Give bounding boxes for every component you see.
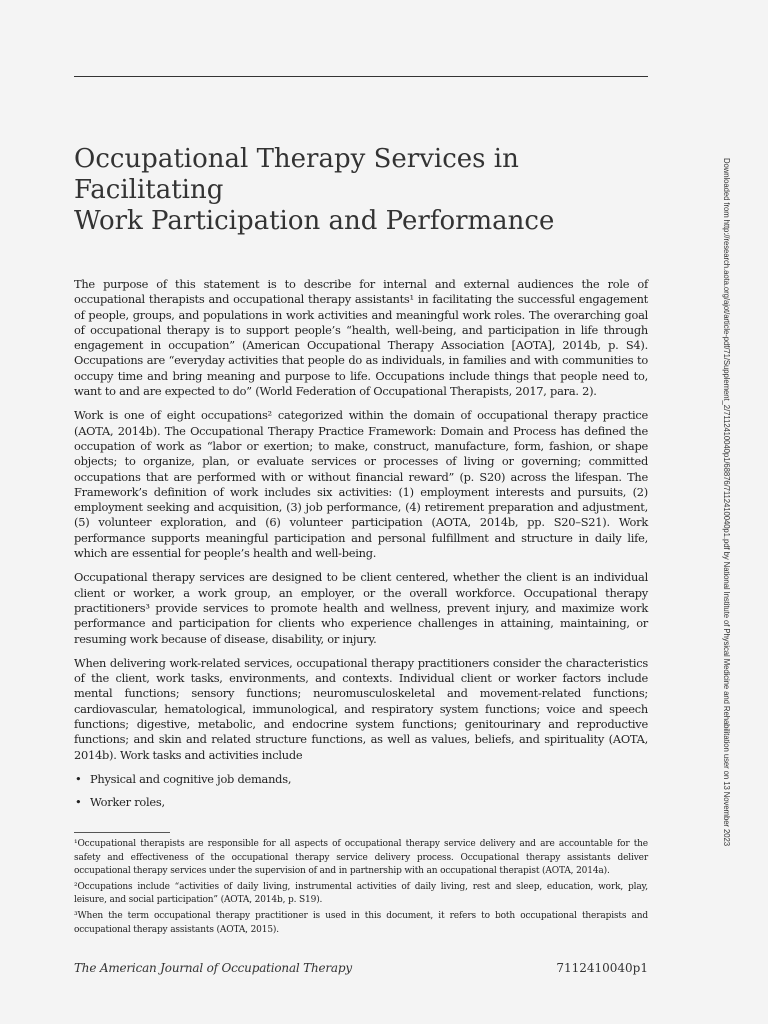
paragraph-4: When delivering work-related services, occupational therapy practitioners consider the characteristics of the client, work tasks, environments, and contexts. Individual client or worker factors include mental functions; sensory functions; neuromusculoskeletal and movement-related functions; cardiovascular, hematological, immunological, and respiratory system functions; voice and speech functions; digestive, metabolic, and endocrine system functions; genitourinary and reproductive functions; and skin and related structure functions, as well as values, beliefs, and spirituality (AOTA, 2014b). Work tasks and activities include xyxy=(74,655,648,762)
journal-name: The American Journal of Occupational Therapy xyxy=(74,961,352,975)
footnotes xyxy=(74,838,648,939)
footnote-rule xyxy=(74,832,170,833)
list-item xyxy=(74,772,648,787)
list-item-text: Worker roles, xyxy=(90,795,165,810)
download-notice: Downloaded from http://research.aota.org/ajot/article-pdf/71/Supplement_2/7112410040p1/68876/7112410040p1.pdf by National Institute of Physical Medicine and Rehabilitation user on 13 November 2023 xyxy=(722,158,731,846)
footnote-2: ²Occupations include “activities of daily living, instrumental activities of daily living, rest and sleep, education, work, play, leisure, and social participation” (AOTA, 2014b, p. S19). xyxy=(74,881,648,906)
list-item-text: Physical and cognitive job demands, xyxy=(90,771,292,786)
footnote-1: ¹Occupational therapists are responsible for all aspects of occupational therapy service delivery and are accountable for the safety and effectiveness of the occupational therapy service delivery process. Occupational therapy assistants deliver occupational therapy services under the supervision of and in partnership with an occupational therapist (AOTA, 2014a). xyxy=(74,839,648,877)
list-item xyxy=(74,795,648,810)
article-body xyxy=(74,277,648,819)
top-rule xyxy=(74,76,648,77)
bullet-list xyxy=(74,772,648,811)
page-id: 7112410040p1 xyxy=(556,961,648,975)
article-title xyxy=(74,144,664,237)
bullet-icon: • xyxy=(75,795,82,810)
title-line-1: Occupational Therapy Services in Facilitating xyxy=(74,144,519,205)
bullet-icon: • xyxy=(75,771,82,786)
footnote-3: ³When the term occupational therapy practitioner is used in this document, it refers to both occupational therapists and occupational therapy assistants (AOTA, 2015). xyxy=(74,910,648,935)
paragraph-2: Work is one of eight occupations² categorized within the domain of occupational therapy practice (AOTA, 2014b). The Occupational Therapy Practice Framework: Domain and Process has defined the occupation of work as “labor or exertion; to make, construct, manufacture, form, fashion, or shape objects; to organize, plan, or evaluate services or processes of living or governing; committed occupations that are performed with or without financial reward” (p. S20) across the lifespan. The Framework’s definition of work includes six activities: (1) employment interests and pursuits, (2) employment seeking and acquisition, (3) job performance, (4) retirement preparation and adjustment, (5) volunteer exploration, and (6) volunteer participation (AOTA, 2014b, pp. S20–S21). Work performance supports meaningful participation and personal fulfillment and structure in daily life, which are essential for people’s health and well-being. xyxy=(74,408,648,561)
title-line-2: Work Participation and Performance xyxy=(74,206,555,236)
paragraph-1: The purpose of this statement is to describe for internal and external audiences the role of occupational therapists and occupational therapy assistants¹ in facilitating the successful engagement of people, groups, and populations in work activities and meaningful work roles. The overarching goal of occupational therapy is to support people’s “health, well-being, and participation in life through engagement in occupation” (American Occupational Therapy Association [AOTA], 2014b, p. S4). Occupations are “everyday activities that people do as individuals, in families and with communities to occupy time and bring meaning and purpose to life. Occupations include things that people need to, want to and are expected to do” (World Federation of Occupational Therapists, 2017, para. 2). xyxy=(74,277,648,399)
paragraph-3: Occupational therapy services are designed to be client centered, whether the client is an individual client or worker, a work group, an employer, or the overall workforce. Occupational therapy practitioners³ provide services to promote health and wellness, prevent injury, and maximize work performance and participation for clients who experience challenges in attaining, maintaining, or resuming work because of disease, disability, or injury. xyxy=(74,570,648,646)
